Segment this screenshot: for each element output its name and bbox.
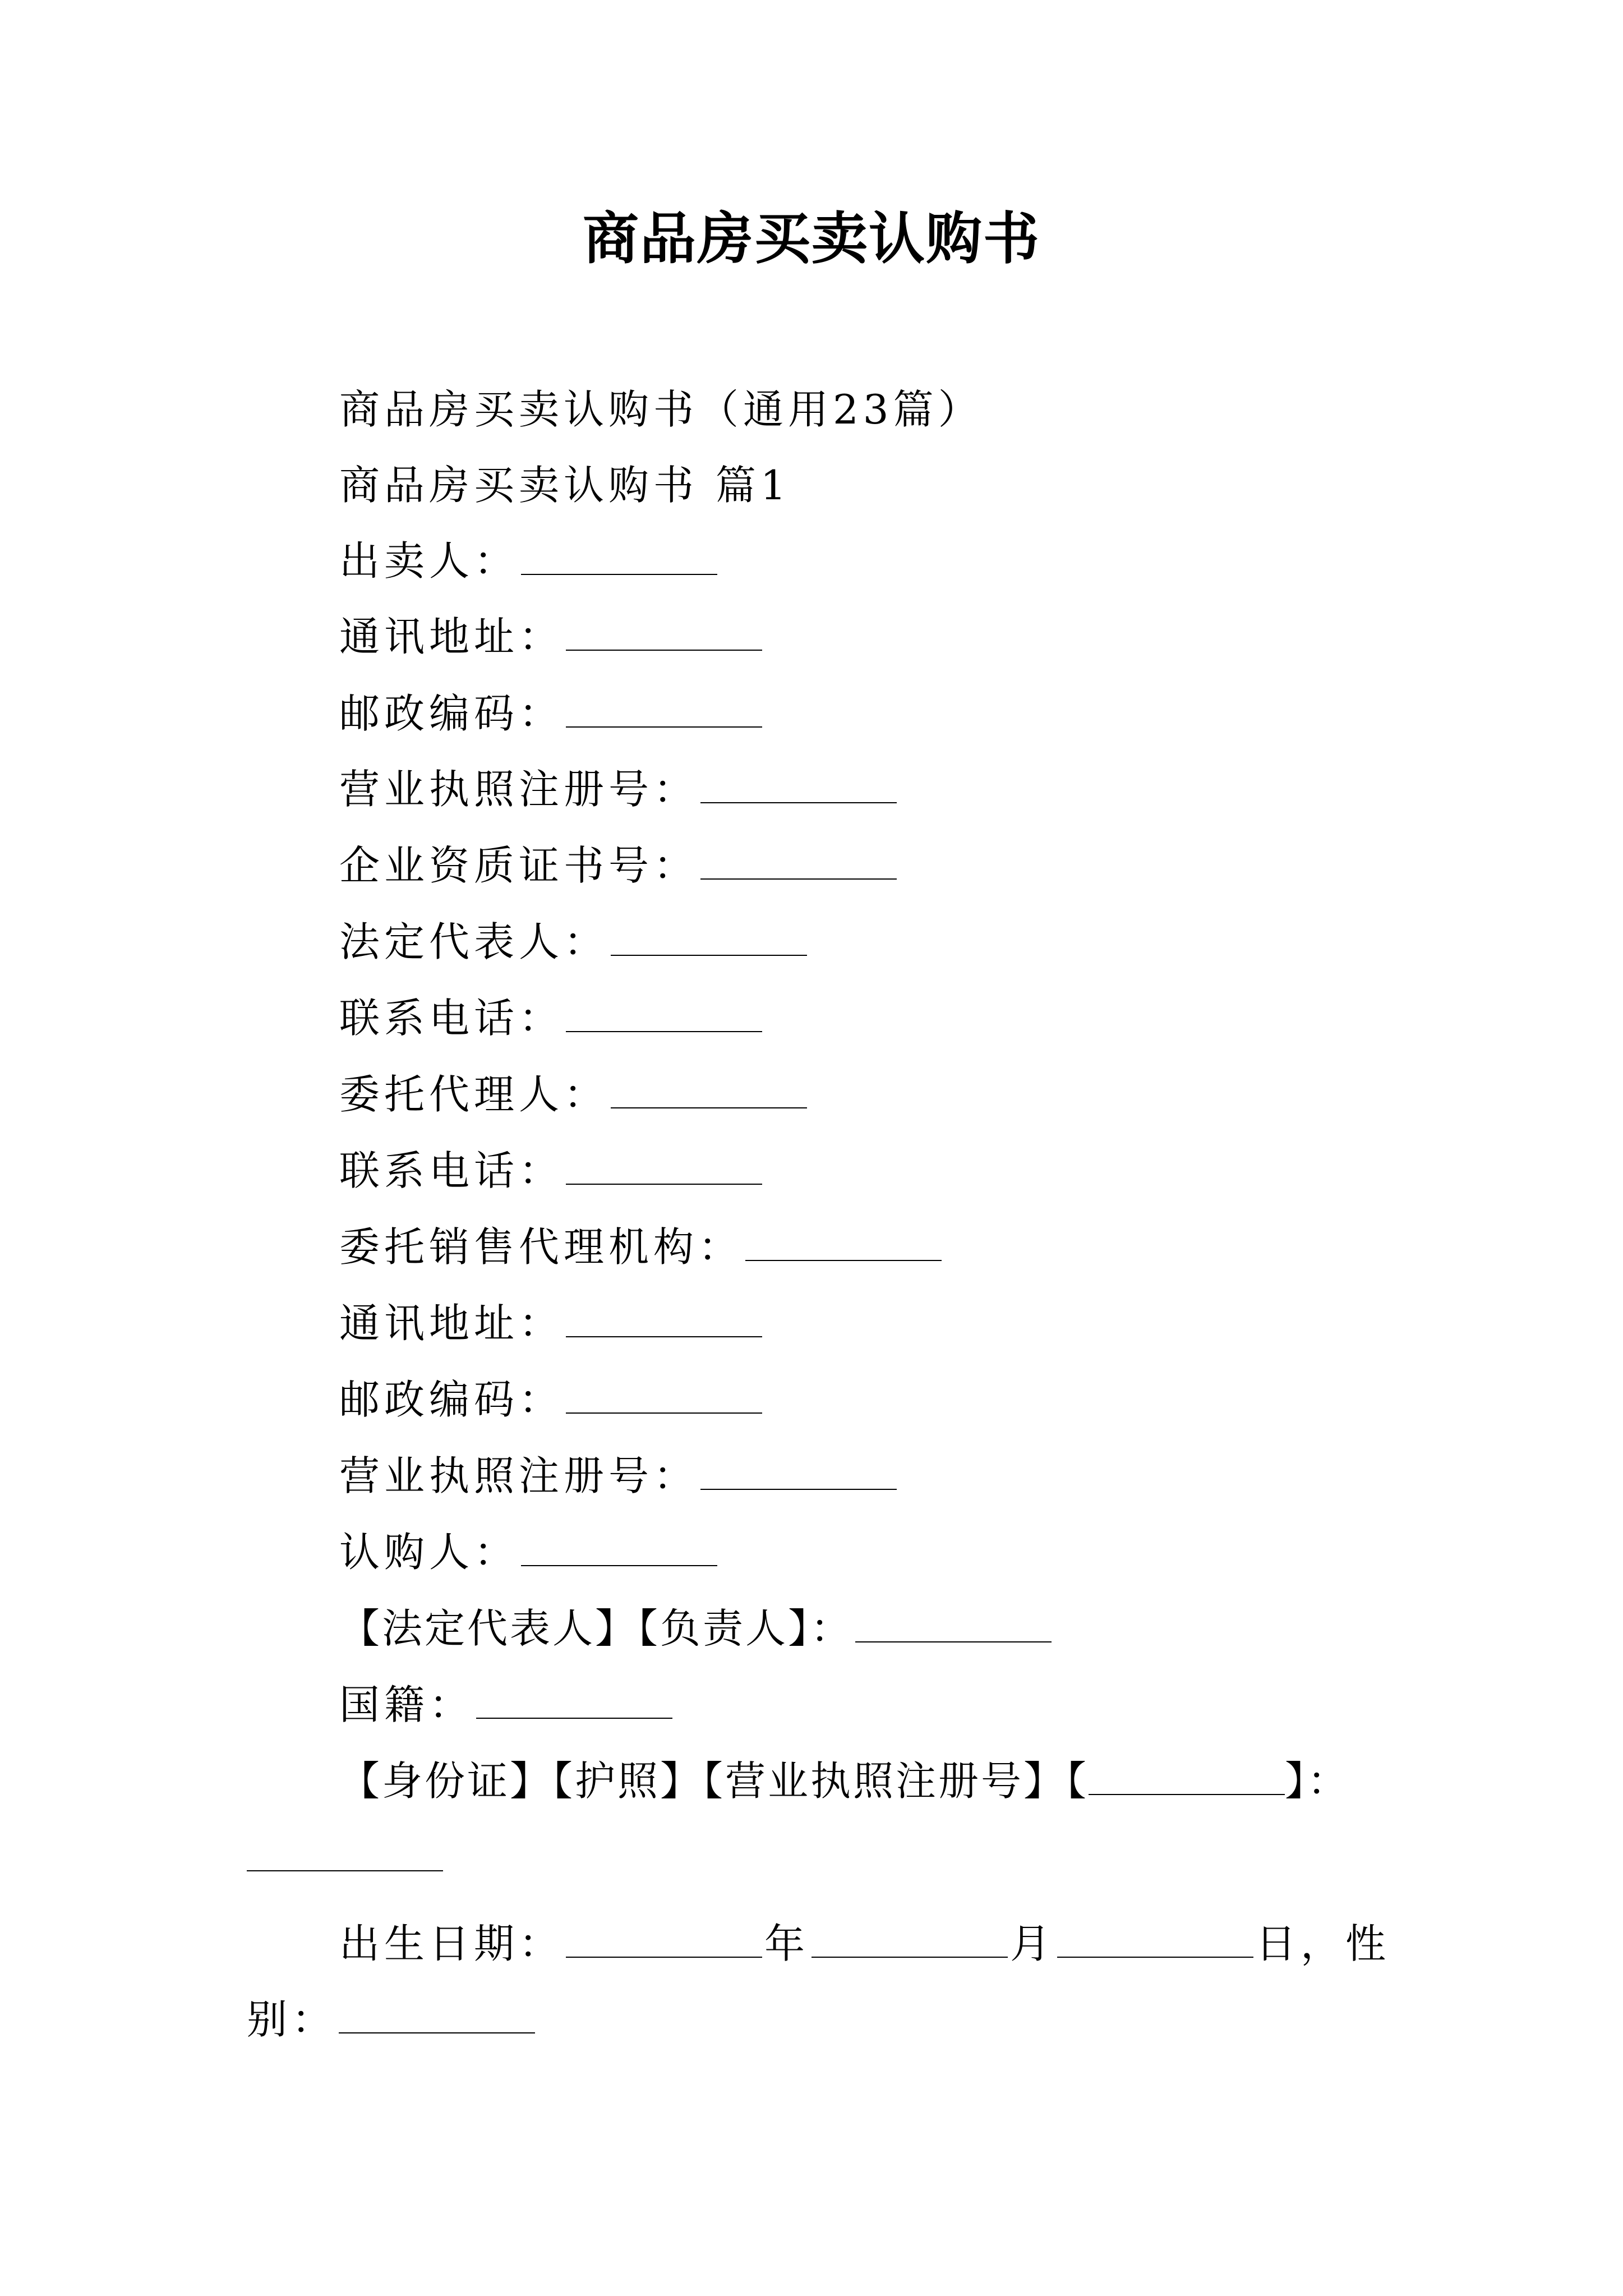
field-seller-license [339,758,899,820]
field-label: 委托销售代理机构： [339,1223,744,1271]
field-gender [247,1989,537,2050]
year-label: 年 [764,1920,810,1967]
field-label: 出卖人： [339,537,519,585]
field-agency-postcode [339,1369,764,1430]
field-label: 法定代表人： [339,918,609,965]
field-buyer [339,1521,720,1583]
field-label: 联系电话： [339,995,564,1042]
blank-line [1057,1926,1253,1958]
field-label: 邮政编码： [339,1376,564,1423]
field-nationality [339,1674,675,1736]
field-agency-address [339,1292,764,1354]
blank-line [566,696,762,728]
field-seller-postcode [339,683,764,744]
field-agency-license [339,1445,899,1507]
blank-line [855,1611,1052,1642]
field-seller-address [339,606,764,668]
field-label: 国籍： [339,1681,474,1728]
blank-line [566,1306,762,1337]
field-buyer-rep [339,1598,1054,1659]
blank-line [566,1926,762,1958]
blank-line [611,1077,807,1108]
blank-line [1089,1764,1285,1795]
field-label: 【法定代表人】【负责人】： [339,1605,854,1652]
blank-line [247,1840,443,1871]
field-label: 出生日期： [339,1920,564,1967]
field-id-number [247,1826,445,1888]
day-gender-label: 日，性 [1256,1920,1391,1967]
blank-line [700,1458,897,1490]
field-label: 通讯地址： [339,1300,564,1347]
blank-line [521,1535,717,1566]
blank-line [700,772,897,803]
field-label: 营业执照注册号： [339,1452,699,1499]
field-seller-agent [339,1064,809,1125]
section-heading: 商品房买卖认购书 篇1 [339,462,791,509]
field-label-suffix: 】： [1285,1757,1350,1805]
field-label: 委托代理人： [339,1071,609,1118]
field-label: 邮政编码： [339,690,564,737]
field-agent-phone [339,1140,764,1202]
field-label: 别： [247,1996,337,2043]
blank-line [521,544,717,575]
field-seller-legal-rep [339,911,809,973]
field-label: 认购人： [339,1529,519,1576]
blank-line [566,619,762,651]
blank-line [566,1153,762,1185]
field-seller-qualification [339,835,899,896]
blank-line [811,1926,1008,1958]
field-seller [339,530,720,592]
blank-line [339,2002,535,2033]
field-id-types [339,1750,1350,1812]
field-label: 营业执照注册号： [339,766,699,813]
blank-line [476,1687,672,1719]
document-title: 商品房买卖认购书 [583,205,1040,272]
field-label: 企业资质证书号： [339,842,699,889]
month-label: 月 [1010,1920,1055,1967]
document-subtitle: 商品房买卖认购书（通用23篇） [339,386,983,433]
field-label: 【身份证】【护照】【营业执照注册号】【 [339,1757,1089,1805]
field-seller-phone [339,987,764,1049]
blank-line [745,1230,942,1261]
blank-line [566,1001,762,1032]
field-label: 通讯地址： [339,613,564,660]
blank-line [700,848,897,880]
field-birth-date [339,1913,1390,1975]
field-sales-agency [339,1216,944,1278]
field-label: 联系电话： [339,1147,564,1194]
blank-line [611,924,807,956]
blank-line [566,1382,762,1414]
